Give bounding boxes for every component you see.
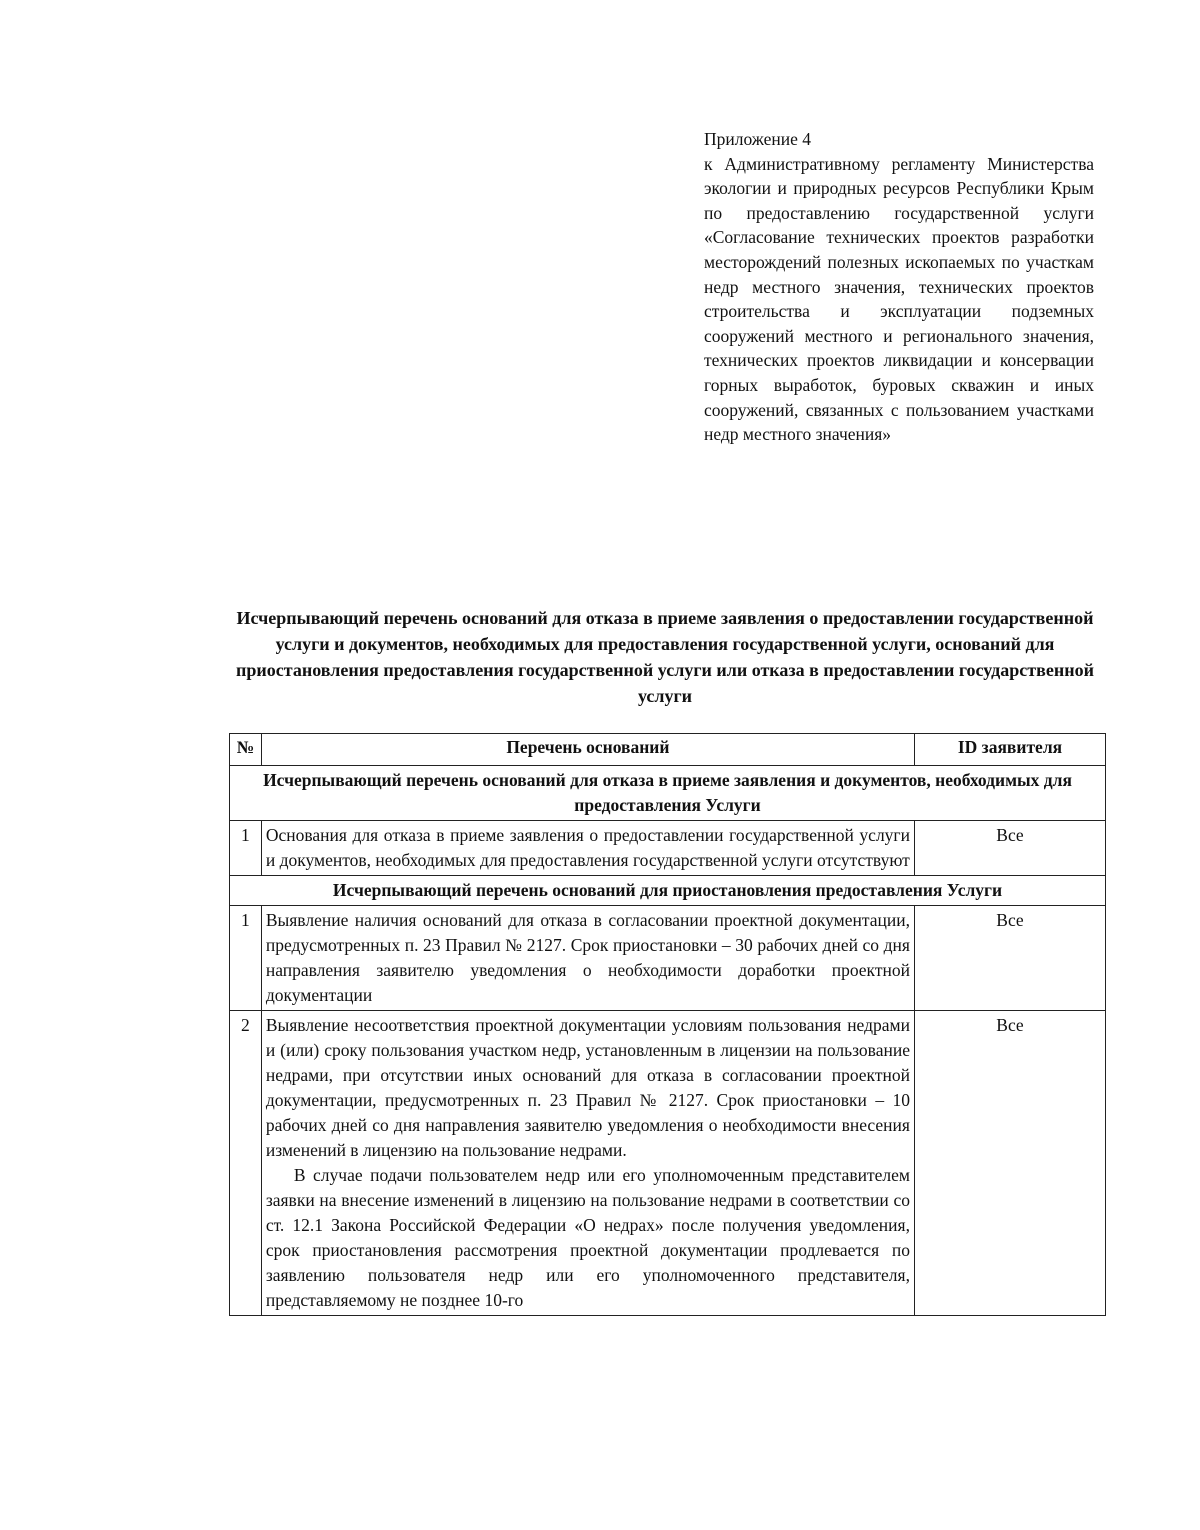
grounds-table (229, 733, 1106, 1316)
row-number: 2 (230, 1011, 262, 1316)
table-row (230, 906, 1106, 1011)
row-number: 1 (230, 906, 262, 1011)
row-applicant-id: Все (914, 906, 1105, 1011)
section-title-refusal-acceptance: Исчерпывающий перечень оснований для отказа в приеме заявления и документов, необходимых для предоставления Услуги (230, 766, 1106, 821)
row-ground-text: Основания для отказа в приеме заявления о предоставлении государственной услуги и документов, необходимых для предоставления государственной услуги отсутствуют (261, 821, 914, 876)
section-row (230, 766, 1106, 821)
row-ground-text: Выявление наличия оснований для отказа в согласовании проектной документации, предусмотренных п. 23 Правил № 2127. Срок приостановки – 30 рабочих дней со дня направления заявителю уведомления о необходимости доработки проектной документации (261, 906, 914, 1011)
table-header-row (230, 734, 1106, 766)
header-grounds: Перечень оснований (261, 734, 914, 766)
document-title: Исчерпывающий перечень оснований для отказа в приеме заявления о предоставлении государственной услуги и документов, необходимых для предоставления государственной услуги, оснований для приостановления предоставления государственной услуги или отказа в предоставлении государственной услуги (236, 608, 1094, 706)
appendix-text: к Административному регламенту Министерства экологии и природных ресурсов Республики Крым по предоставлению государственной услуги «Согласование технических проектов разработки месторождений полезных ископаемых по участкам недр местного значения, технических проектов строительства и эксплуатации подземных сооружений местного и регионального значения, технических проектов ликвидации и консервации горных выработок, буровых скважин и иных сооружений, связанных с пользованием участками недр местного значения» (704, 153, 1094, 445)
section-row (230, 876, 1106, 906)
header-applicant-id: ID заявителя (914, 734, 1105, 766)
row-ground-text-block (261, 1011, 914, 1316)
section-title-suspension: Исчерпывающий перечень оснований для приостановления предоставления Услуги (230, 876, 1106, 906)
header-number: № (230, 734, 262, 766)
table-row (230, 821, 1106, 876)
appendix-heading: Приложение 4 (704, 129, 812, 149)
row-applicant-id: Все (914, 821, 1105, 876)
table-row (230, 1011, 1106, 1316)
row-number: 1 (230, 821, 262, 876)
row-applicant-id: Все (914, 1011, 1105, 1316)
row-ground-paragraph: В случае подачи пользователем недр или его уполномоченным представителем заявки на внесение изменений в лицензию на пользование недрами в соответствии со ст. 12.1 Закона Российской Федерации «О недрах» после получения уведомления, срок приостановления рассмотрения проектной документации продлевается по заявлению пользователя недр или его уполномоченного представителя, представляемому не позднее 10-го (265, 1165, 910, 1310)
appendix-block (704, 127, 1094, 447)
row-ground-paragraph: Выявление несоответствия проектной документации условиям пользования недрами и (или) сроку пользования участком недр, установленным в лицензии на пользование недрами, при отсутствии иных оснований для отказа в согласовании проектной документации, предусмотренных п. 23 Правил № 2127. Срок приостановки – 10 рабочих дней со дня направления заявителю уведомления о необходимости внесения изменений в лицензию на пользование недрами. (265, 1015, 910, 1160)
